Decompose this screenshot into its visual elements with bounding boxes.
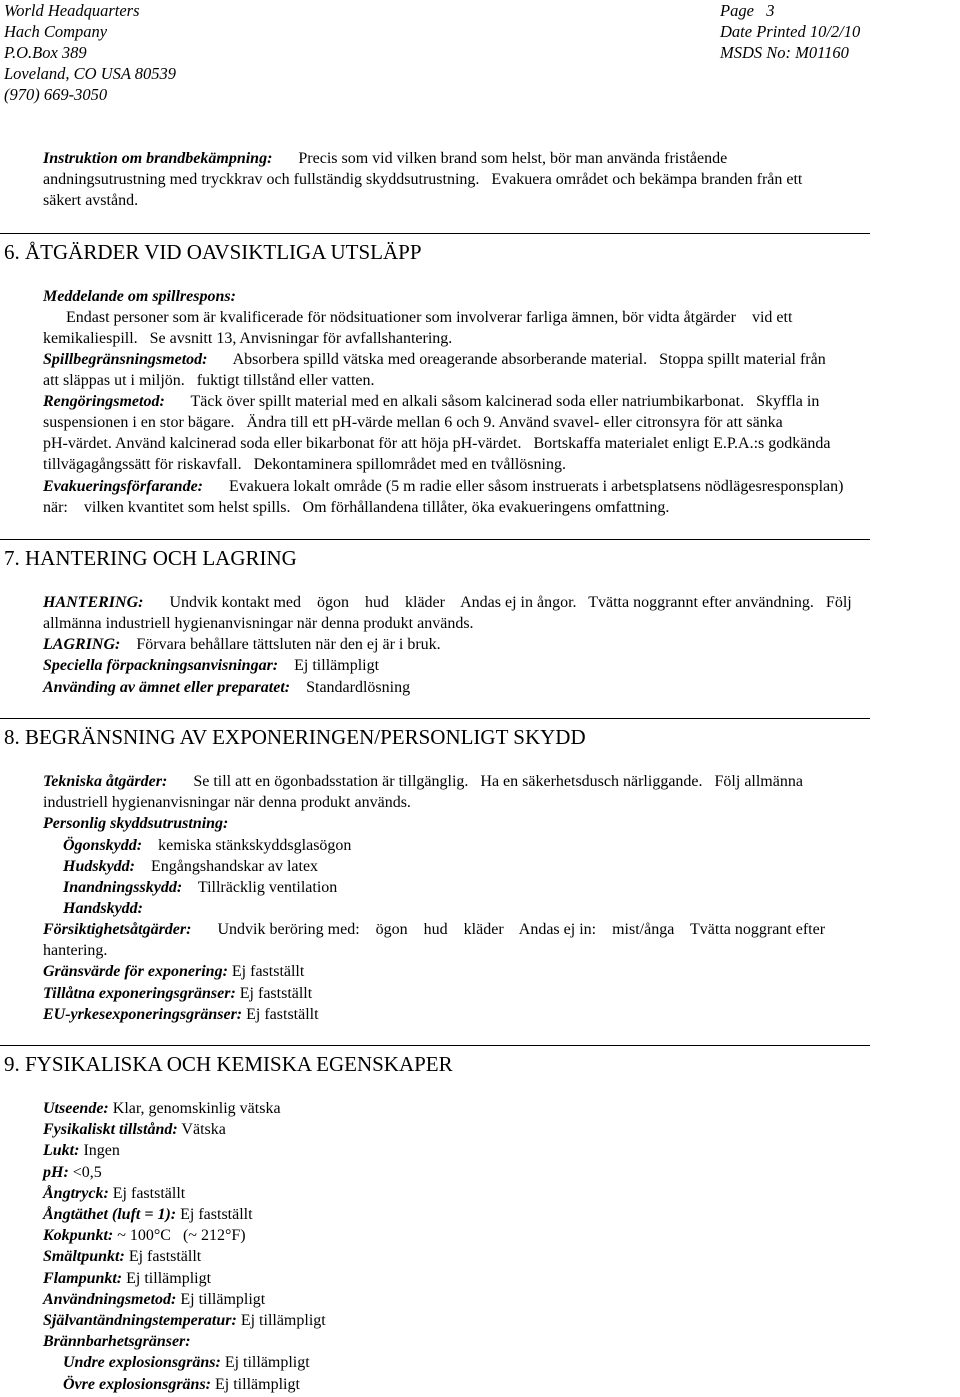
property-label: Användningsmetod: (43, 1290, 177, 1308)
header-line: P.O.Box 389 (4, 43, 87, 62)
storage-line (43, 634, 441, 655)
storage-text: Förvara behållare tättsluten när den ej är i bruk. (136, 636, 441, 653)
fire-line-2: andningsutrustning med tryckkrav och fullständig skyddsutrustning. Evakuera området och bekämpa branden från ett (43, 171, 803, 188)
engineering-text: Se till att en ögonbadsstation är tillgänglig. Ha en säkerhetsdusch närliggande. Följ allmänna (193, 773, 803, 790)
property-row (43, 1098, 281, 1119)
skin-protection-value: Engångshandskar av latex (151, 858, 319, 875)
property-label: Ångtryck: (43, 1184, 109, 1202)
property-value: Klar, genomskinlig vätska (112, 1100, 281, 1117)
property-row (63, 1374, 300, 1395)
header-address (4, 0, 176, 105)
property-value: ~ 100°C (~ 212°F) (117, 1227, 246, 1245)
precautions-line-1 (43, 919, 825, 940)
eu-limits-value: Ej fastställt (246, 1006, 319, 1023)
section-9-heading: 9. FYSIKALISKA OCH KEMISKA EGENSKAPER (4, 1052, 453, 1076)
handling-label: HANTERING: (43, 594, 144, 611)
property-row (43, 1225, 246, 1246)
property-value: Vätska (181, 1121, 226, 1139)
property-row (43, 1310, 326, 1331)
property-label: Lukt: (43, 1142, 80, 1160)
exposure-limit-line (43, 961, 304, 982)
section-divider (0, 718, 870, 719)
eye-protection-value: kemiska stänkskyddsglasögon (158, 837, 352, 854)
property-label: Undre explosionsgräns: (63, 1354, 221, 1372)
allowed-limits-line (43, 983, 312, 1004)
fire-text: Precis som vid vilken brand som helst, bör man använda fristående (298, 150, 728, 167)
header-line: World Headquarters (4, 1, 140, 20)
usage-label: Använding av ämnet eller preparatet: (43, 679, 291, 696)
fire-line-3: säkert avstånd. (43, 192, 139, 209)
property-row (43, 1331, 191, 1352)
property-row (43, 1204, 253, 1225)
cleanup-line-3: pH-värdet. Använd kalcinerad soda eller bikarbonat för att höja pH-värdet. Bortskaffa materialet enligt E.P.A.:s godkända (43, 435, 831, 452)
engineering-label: Tekniska åtgärder: (43, 773, 168, 790)
spill-line-2: kemikaliespill. Se avsnitt 13, Anvisningar för avfallshantering. (43, 330, 453, 347)
property-value: <0,5 (72, 1163, 102, 1181)
usage-line (43, 677, 410, 698)
engineering-line-1 (43, 771, 803, 792)
page-number: Page 3 (720, 1, 775, 20)
cleanup-label: Rengöringsmetod: (43, 393, 165, 410)
allowed-limits-label: Tillåtna exponeringsgränser: (43, 985, 236, 1002)
precautions-label: Försiktighetsåtgärder: (43, 921, 192, 938)
property-label: Utseende: (43, 1100, 109, 1117)
property-label: Brännbarhetsgränser: (43, 1333, 191, 1351)
cleanup-text: Täck över spillt material med en alkali såsom kalcinerad soda eller natriumbikarbonat. Skyffla in (190, 393, 820, 410)
precautions-text: Undvik beröring med: ögon hud kläder Andas ej in: mist/ånga Tvätta noggrant efter (217, 921, 826, 938)
fire-line-1 (43, 148, 727, 169)
respiratory-protection-label: Inandningsskydd: (63, 879, 183, 896)
storage-label: LAGRING: (43, 636, 121, 653)
header-line: Hach Company (4, 22, 108, 41)
property-value: Ej fastställt (128, 1248, 202, 1266)
packaging-line (43, 655, 379, 676)
section-divider (0, 1045, 870, 1046)
property-label: Övre explosionsgräns: (63, 1375, 212, 1393)
eu-limits-label: EU-yrkesexponeringsgränser: (43, 1006, 243, 1023)
packaging-label: Speciella förpackningsanvisningar: (43, 657, 279, 674)
ppe-label: Personlig skyddsutrustning: (43, 815, 229, 832)
property-label: Flampunkt: (43, 1269, 123, 1287)
property-value: Ej tillämpligt (126, 1269, 212, 1287)
eye-protection-line (63, 835, 351, 856)
property-row (43, 1119, 226, 1140)
property-label: Självantändningstemperatur: (43, 1312, 237, 1329)
cleanup-line-1 (43, 391, 819, 412)
property-value: Ej fastställt (180, 1206, 253, 1223)
cleanup-line-2: suspensionen i en stor bägare. Ändra till ett pH-värde mellan 6 och 9. Använd svavel- eller citronsyra för att sänka (43, 414, 783, 431)
property-value: Ej tillämpligt (240, 1312, 326, 1329)
fire-label: Instruktion om brandbekämpning: (43, 150, 273, 167)
skin-protection-label: Hudskydd: (63, 858, 135, 875)
containment-line-2: att släppas ut i miljön. fuktigt tillstånd eller vatten. (43, 372, 375, 389)
engineering-line-2: industriell hygienanvisningar när denna produkt används. (43, 794, 411, 811)
section-6-heading: 6. ÅTGÄRDER VID OAVSIKTLIGA UTSLÄPP (4, 240, 422, 264)
header-line: Loveland, CO USA 80539 (4, 64, 177, 83)
handling-text: Undvik kontakt med ögon hud kläder Andas ej in ångor. Tvätta noggrannt efter användning. Följ (169, 594, 852, 611)
eu-limits-line (43, 1004, 319, 1025)
property-label: pH: (43, 1163, 69, 1181)
property-value: Ej tillämpligt (180, 1290, 266, 1308)
evacuation-label: Evakueringsförfarande: (43, 478, 204, 495)
property-row (43, 1289, 265, 1310)
handling-line-1 (43, 592, 852, 613)
section-8-heading: 8. BEGRÄNSNING AV EXPONERINGEN/PERSONLIGT SKYDD (4, 725, 586, 749)
spill-label: Meddelande om spillrespons: (43, 288, 236, 305)
containment-label: Spillbegränsningsmetod: (43, 351, 208, 368)
respiratory-protection-line (63, 877, 337, 898)
property-row (43, 1183, 185, 1204)
section-divider (0, 233, 870, 234)
msds-number: MSDS No: M01160 (720, 43, 849, 62)
header-line: (970) 669-3050 (4, 85, 108, 104)
containment-text: Absorbera spilld vätska med oreagerande absorberande material. Stoppa spillt material från (232, 351, 826, 368)
packaging-value: Ej tillämpligt (294, 657, 380, 674)
evacuation-text: Evakuera lokalt område (5 m radie eller såsom instruerats i arbetsplatsens nödlägesresponsplan) (229, 478, 844, 495)
property-row (43, 1140, 120, 1161)
property-row (63, 1352, 310, 1373)
handling-line-2: allmänna industriell hygienanvisningar när denna produkt används. (43, 615, 474, 632)
property-value: Ej tillämpligt (215, 1375, 300, 1393)
containment-line-1 (43, 349, 826, 370)
evacuation-line-2: när: vilken kvantitet som helst spills. Om förhållandena tillåter, öka evakueringens omfattning. (43, 499, 670, 516)
property-row (43, 1246, 201, 1267)
cleanup-line-4: tillvägagångssätt för riskavfall. Dekontaminera spillområdet med en tvållösning. (43, 456, 566, 473)
property-row (43, 1268, 211, 1289)
section-7-heading: 7. HANTERING OCH LAGRING (4, 546, 297, 570)
property-label: Kokpunkt: (43, 1227, 114, 1245)
exposure-limit-label: Gränsvärde för exponering: (43, 963, 228, 980)
section-divider (0, 539, 870, 540)
date-printed: Date Printed 10/2/10 (720, 22, 861, 41)
property-label: Fysikaliskt tillstånd: (43, 1121, 178, 1139)
property-row (43, 1162, 102, 1183)
hand-protection-label: Handskydd: (63, 900, 143, 917)
evacuation-line-1 (43, 476, 843, 497)
skin-protection-line (63, 856, 318, 877)
header-page-info (720, 0, 860, 63)
property-value: Ej fastställt (112, 1184, 186, 1202)
property-label: Ångtäthet (luft = 1): (43, 1206, 177, 1223)
exposure-limit-value: Ej fastställt (231, 963, 305, 980)
property-label: Smältpunkt: (43, 1248, 125, 1266)
usage-value: Standardlösning (306, 679, 411, 696)
eye-protection-label: Ögonskydd: (63, 837, 143, 854)
spill-line-1: Endast personer som är kvalificerade för nödsituationer som involverar farliga ämnen, bör vidta åtgärder vid ett (66, 309, 793, 326)
property-value: Ej tillämpligt (224, 1354, 310, 1372)
property-value: Ingen (83, 1142, 120, 1160)
respiratory-protection-value: Tillräcklig ventilation (197, 879, 338, 896)
allowed-limits-value: Ej fastställt (239, 985, 313, 1002)
precautions-line-2: hantering. (43, 942, 108, 959)
